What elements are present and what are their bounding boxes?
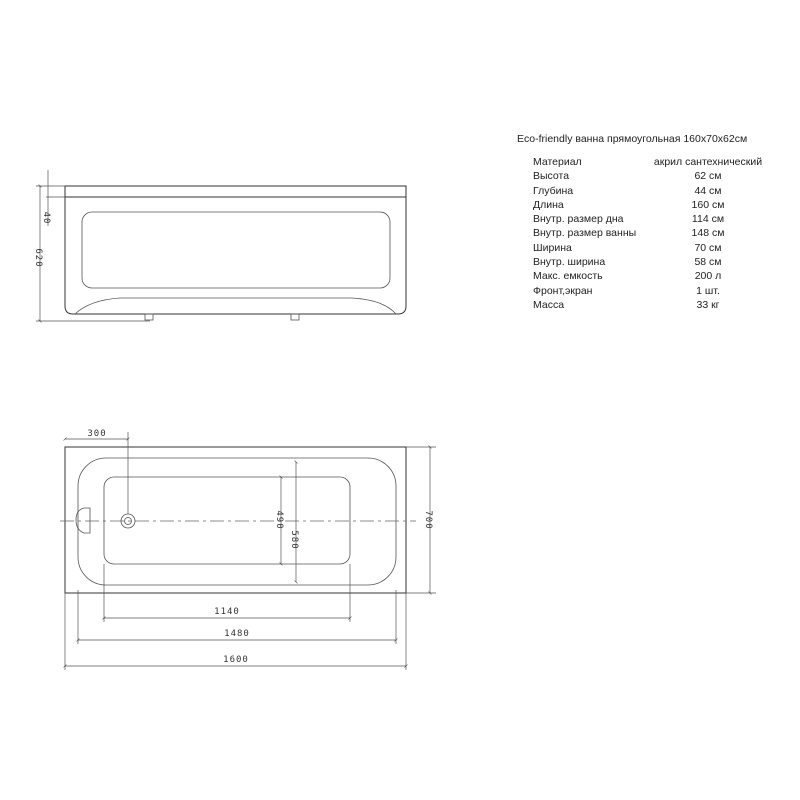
spec-label: Материал	[533, 156, 582, 168]
spec-label: Высота	[533, 170, 570, 183]
dim-label-depth: 40	[41, 211, 51, 225]
spec-label: Внутр. ширина	[533, 256, 606, 269]
dim-label-height: 620	[33, 248, 43, 268]
spec-value: 44 см	[694, 184, 722, 197]
top-view-bottom	[104, 477, 350, 564]
dim-label-inner-length: 1480	[224, 629, 250, 639]
dim-label-total-length: 1600	[223, 655, 249, 665]
spec-label: Внутр. размер ванны	[533, 227, 637, 240]
top-view	[60, 429, 436, 670]
spec-label: Глубина	[533, 184, 574, 197]
spec-value: 160 см	[691, 198, 725, 211]
spec-value: 62 см	[694, 170, 722, 183]
spec-value: 1 шт.	[696, 284, 720, 297]
spec-label: Длина	[533, 198, 564, 211]
front-view-base-curve	[75, 298, 396, 314]
spec-label: Фронт,экран	[533, 284, 593, 297]
spec-value: 33 кг	[696, 298, 720, 311]
spec-value: 148 см	[691, 227, 725, 240]
dim-label-bottom-width: 490	[274, 510, 284, 530]
dim-label-width: 700	[423, 510, 433, 530]
spec-value: 58 см	[694, 256, 722, 269]
spec-value: 200 л	[694, 270, 722, 283]
spec-label: Ширина	[533, 241, 572, 254]
top-view-outline	[65, 447, 406, 593]
dim-label-inner-width: 580	[289, 530, 299, 550]
support-leg-right	[291, 314, 299, 320]
front-view	[33, 170, 406, 321]
dim-label-bottom-length: 1140	[214, 607, 240, 617]
spec-value: 70 см	[694, 241, 722, 254]
front-panel-recess	[82, 212, 390, 288]
spec-label: Масса	[533, 298, 565, 311]
support-leg-left	[145, 314, 153, 320]
spec-value: акрил сантехнический	[653, 156, 763, 168]
spec-value: 114 см	[691, 213, 725, 226]
front-view-rim	[65, 186, 406, 197]
product-title: Eco-friendly ванна прямоугольная 160x70x62см	[517, 133, 748, 145]
front-view-body	[65, 197, 406, 314]
dim-label-offset: 300	[87, 429, 107, 439]
spec-label: Внутр. размер дна	[533, 213, 624, 226]
spec-label: Макс. емкость	[533, 270, 603, 283]
